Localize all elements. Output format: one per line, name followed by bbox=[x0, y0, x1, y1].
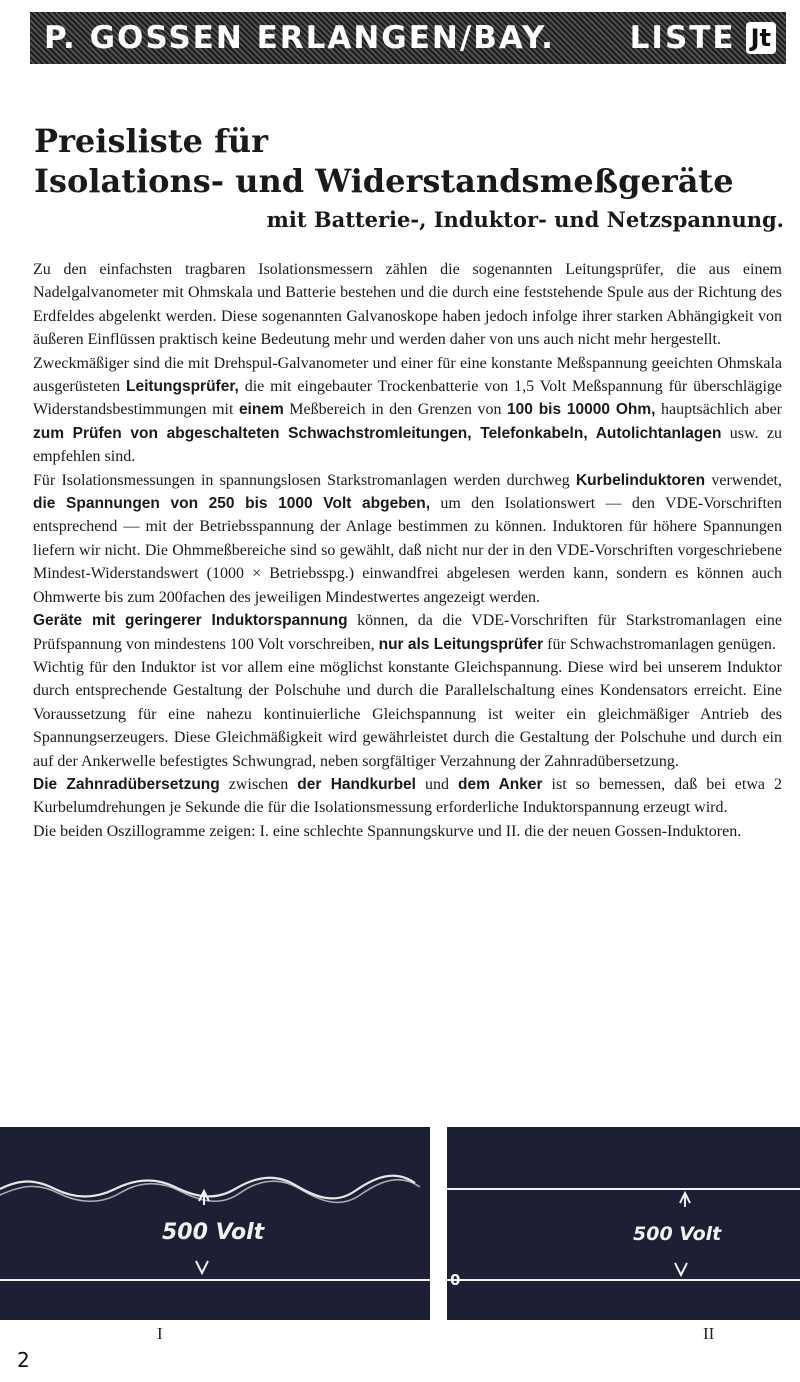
paragraph-1: Zu den einfachsten tragbaren Isolationsmessern zählen die sogenannten Leitungsprüfer, die aus einem Nadelgalvanometer mit Ohmskala und Batterie bestehen und die durch eine feststehende Spule aus der Richtung des Erdfeldes abgelenkt werden. Diese sogenannten Galvanoskope haben jedoch infolge ihrer starken Abhängigkeit von äußeren Einflüssen praktisch keine Bedeutung mehr und werden daher von uns auch nicht mehr hergestellt. bbox=[33, 261, 782, 349]
paragraph-2 bbox=[33, 352, 782, 469]
text-span: Meßbereich in den Grenzen von bbox=[283, 401, 508, 419]
text-span: um den Isolationswert — den VDE-Vorschriften entsprechend — mit der Betriebsspannung der Anlage bestimmen zu können. Induktoren für höhere Spannungen liefern wir nicht. Die Ohmmeßbereiche sind so gewählt, daß nicht nur der in den VDE-Vorschriften vorgeschriebene Mindest-Widerstandswert (1000 × Betriebsspg.) einwandfrei abgelesen werden kann, sondern es können auch Ohmwerte bis zum 200fachen des jeweiligen Mindestwertes angezeigt werden. bbox=[33, 495, 782, 606]
list-label-group bbox=[630, 20, 776, 56]
bold-span: 100 bis 10000 Ohm, bbox=[507, 401, 656, 419]
text-span: hauptsächlich aber bbox=[655, 401, 783, 419]
text-span: und bbox=[415, 775, 458, 793]
paragraph-7: Die beiden Oszillogramme zeigen: I. eine schlechte Spannungskurve und II. die der neuen Gossen-Induktoren. bbox=[33, 822, 742, 840]
header-banner bbox=[30, 12, 786, 64]
oscillogram-2-label: II bbox=[703, 1324, 715, 1343]
voltage-annotation: 500 Volt bbox=[633, 1223, 722, 1245]
arrow-up-mark bbox=[199, 1191, 209, 1205]
voltage-annotation: 500 Volt bbox=[162, 1220, 265, 1245]
publisher-name: P. GOSSEN ERLANGEN/BAY. bbox=[44, 20, 555, 56]
text-span: für Schwachstromanlagen genügen. bbox=[543, 635, 776, 653]
title-line-1: Preisliste für bbox=[34, 122, 268, 160]
arrow-down-mark bbox=[196, 1261, 208, 1273]
title-line-2: Isolations- und Widerstandsmeßgeräte bbox=[34, 162, 734, 200]
oscillogram-1 bbox=[0, 1127, 430, 1320]
paragraph-5: Wichtig für den Induktor ist vor allem eine möglichst konstante Gleichspannung. Diese wird bei unserem Induktor durch entsprechende Gestaltung der Polschuhe und durch die Parallelschaltung eines Kondensators erreicht. Eine Voraussetzung für eine nahezu kontinuierliche Gleichspannung ist weiter ein gleichmäßiger Antrieb des Spannungserzeugers. Diese Gleichmäßigkeit wird gewährleistet durch die Gestaltung der Polschuhe und durch ein auf der Ankerwelle befestigtes Schwungrad, neben sorgfältiger Verzahnung der Zahnradübersetzung. bbox=[33, 658, 782, 770]
bold-span: einem bbox=[238, 401, 284, 419]
bold-span: zum Prüfen von abgeschalteten Schwachstromleitungen, Telefonkabeln, Autolichtanlagen bbox=[33, 424, 722, 442]
text-span: zwischen bbox=[219, 775, 298, 793]
list-label: LISTE bbox=[629, 20, 736, 56]
text-span: verwendet, bbox=[705, 471, 782, 489]
text-span: ist so bemessen, daß bei etwa 2 Kurbelumdrehungen je Sekunde die für die Isolationsmessung erforderliche Induktorspannung erzeugt wird. bbox=[33, 775, 782, 817]
text-span: Zweckmäßiger sind die mit Drehspul-Galvanometer und einer für eine konstante Meßspannung geeichten Ohmskala ausgerüsteten bbox=[33, 354, 782, 396]
paragraph-4 bbox=[33, 609, 782, 656]
wavy-voltage-trace-echo bbox=[0, 1180, 420, 1203]
bold-span: die Spannungen von 250 bis 1000 Volt abgeben, bbox=[33, 495, 431, 513]
paragraph-3 bbox=[33, 469, 782, 609]
oscillogram-2-graphic bbox=[447, 1127, 800, 1320]
body-text bbox=[33, 258, 782, 843]
bold-span: Geräte mit geringerer Induktorspannung bbox=[33, 612, 348, 630]
subtitle: mit Batterie-, Induktor- und Netzspannung. bbox=[266, 207, 784, 232]
bold-span: der Handkurbel bbox=[297, 775, 416, 793]
paragraph-6 bbox=[33, 773, 782, 820]
list-badge: Jt bbox=[746, 22, 776, 54]
arrow-down-mark bbox=[675, 1263, 687, 1275]
bold-span: Die Zahnradübersetzung bbox=[33, 775, 220, 793]
oscillogram-2 bbox=[447, 1127, 800, 1320]
bold-span: Leitungsprüfer, bbox=[125, 378, 239, 396]
oscillogram-1-graphic bbox=[0, 1127, 430, 1320]
text-span: Für Isolationsmessungen in spannungslosen Starkstromanlagen werden durchweg bbox=[33, 471, 576, 489]
text-span: usw. zu empfehlen sind. bbox=[33, 424, 782, 466]
bold-span: Kurbelinduktoren bbox=[575, 471, 706, 489]
text-span: können, da die VDE-Vorschriften für Starkstromanlagen eine Prüfspannung von mindestens 100 Volt vorschreiben, bbox=[33, 612, 782, 653]
oscillogram-1-label: I bbox=[157, 1324, 163, 1343]
arrow-up-mark bbox=[680, 1193, 690, 1207]
zero-mark: 0 bbox=[450, 1271, 461, 1289]
text-span: die mit eingebauter Trockenbatterie von 1,5 Volt Meßspannung für überschlägige Widerstandsbestimmungen mit bbox=[33, 378, 783, 419]
page-number: 2 bbox=[17, 1348, 30, 1372]
bold-span: dem Anker bbox=[458, 775, 543, 793]
bold-span: nur als Leitungsprüfer bbox=[378, 635, 544, 653]
